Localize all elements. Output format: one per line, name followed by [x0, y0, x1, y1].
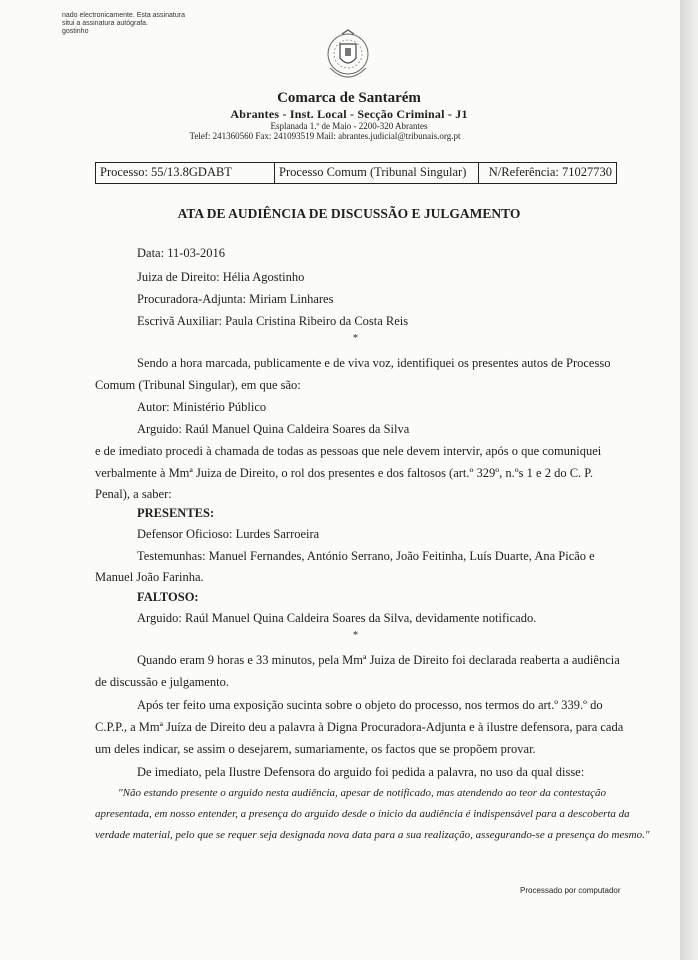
separator: *	[353, 630, 358, 641]
witnesses-line: Testemunhas: Manuel Fernandes, António Serrano, João Feitinha, Luís Duarte, Ana Picão e	[137, 549, 595, 563]
quote-line: "Não estando presente o arguido nesta audiência, apesar de notificado, mas atendendo ao teor da contestação	[118, 787, 607, 799]
court-name: Comarca de Santarém	[277, 90, 421, 106]
body-line: Após ter feito uma exposição sucinta sobre o objeto do processo, nos termos do art.º 339.º do	[137, 698, 603, 712]
author-line: Autor: Ministério Público	[137, 400, 267, 414]
meta-judge: Juiza de Direito: Hélia Agostinho	[137, 270, 305, 284]
body-line: Penal), a saber:	[95, 487, 172, 501]
body-line: Comum (Tribunal Singular), em que são:	[95, 378, 301, 392]
reference-box	[95, 162, 617, 184]
quote-line: apresentada, em nosso entender, a presença do arguido desde o inicio da audiência é indispensável para a descoberta da	[95, 808, 630, 820]
document-title: ATA DE AUDIÊNCIA DE DISCUSSÃO E JULGAMENTO	[177, 206, 521, 221]
body-line: e de imediato procedi à chamada de todas as pessoas que nele devem intervir, após o que comuniquei	[95, 444, 602, 458]
court-address: Esplanada 1.º de Maio - 2200-320 Abrantes	[270, 121, 428, 131]
body-line: Quando eram 9 horas e 33 minutos, pela Mmª Juiza de Direito foi declarada reaberta a audiência	[137, 653, 620, 667]
defense-line: Defensor Oficioso: Lurdes Sarroeira	[137, 527, 320, 541]
court-contacts: Telef: 241360560 Fax: 241093519 Mail: abrantes.judicial@tribunais.org.pt	[189, 131, 461, 141]
body-line: um deles indicar, se assim o desejarem, sumariamente, os factos que se propõem provar.	[95, 742, 536, 756]
present-heading: PRESENTES:	[137, 506, 215, 520]
meta-date: Data: 11-03-2016	[137, 246, 226, 260]
footer-note: Processado por computador	[520, 886, 621, 895]
process-type: Processo Comum (Tribunal Singular)	[275, 163, 479, 183]
defendant-line: Arguido: Raúl Manuel Quina Caldeira Soares da Silva	[137, 422, 410, 436]
signature-stamp: nado electronicamente. Esta assinatura situi a assinatura autógrafa. gostinho	[62, 12, 185, 35]
reference-number: N/Referência: 71027730	[488, 165, 612, 179]
page-edge	[680, 0, 698, 960]
body-line: De imediato, pela Ilustre Defensora do arguido foi pedida a palavra, no uso da qual disse:	[137, 765, 585, 779]
meta-prosecutor: Procuradora-Adjunta: Miriam Linhares	[137, 292, 334, 306]
body-line: Sendo a hora marcada, publicamente e de viva voz, identifiquei os presentes autos de Processo	[137, 356, 611, 370]
body-line: C.P.P., a Mmª Juíza de Direito deu a palavra à Digna Procuradora-Adjunta e à ilustre defensora, para cada	[95, 720, 624, 734]
body-line: verbalmente à Mmª Juiza de Direito, o rol dos presentes e dos faltosos (art.º 329º, n.ºs 1 e 2 do C. P.	[95, 466, 593, 480]
process-number: Processo: 55/13.8GDABT	[96, 163, 275, 183]
witnesses-line: Manuel João Farinha.	[95, 570, 204, 584]
absent-heading: FALTOSO:	[137, 590, 199, 604]
body-line: de discussão e julgamento.	[95, 675, 229, 689]
separator: *	[353, 333, 358, 344]
coat-of-arms-icon	[322, 28, 374, 86]
court-section: Abrantes - Inst. Local - Secção Criminal - J1	[230, 107, 468, 121]
absent-line: Arguido: Raúl Manuel Quina Caldeira Soares da Silva, devidamente notificado.	[137, 611, 537, 625]
meta-clerk: Escrivã Auxiliar: Paula Cristina Ribeiro da Costa Reis	[137, 314, 409, 328]
quote-line: verdade material, pelo que se requer seja designada nova data para a sua realização, assegurando-se a presença do mesmo."	[95, 829, 650, 841]
